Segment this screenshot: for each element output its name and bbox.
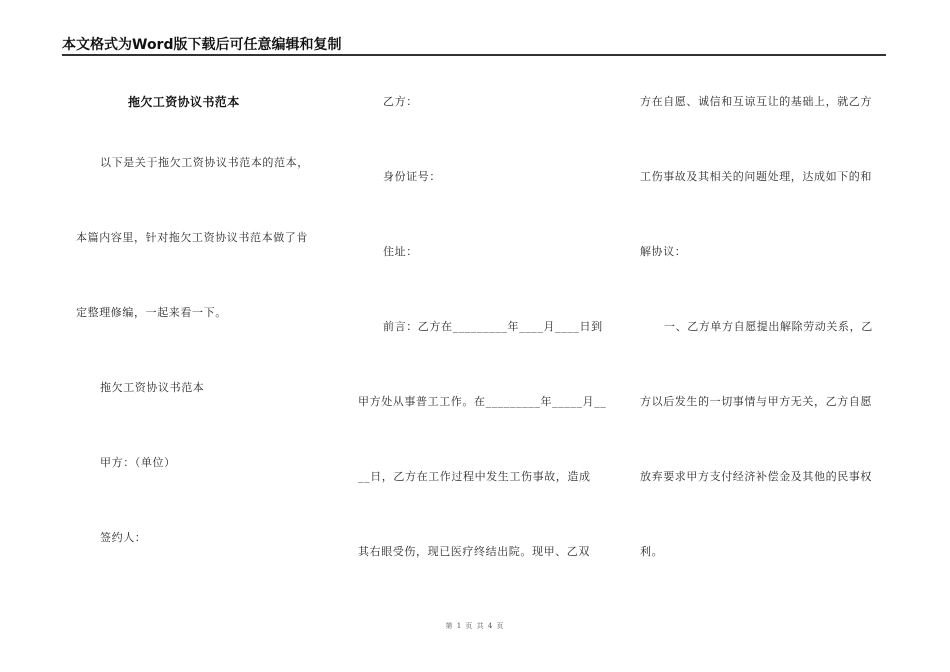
text-line: 本篇内容里，针对拖欠工资协议书范本做了肯 <box>76 231 308 244</box>
text-line: 工伤事故及其相关的问题处理，达成如下的和 <box>640 170 872 183</box>
subheading: 拖欠工资协议书范本 <box>100 381 205 394</box>
document-title: 拖欠工资协议书范本 <box>128 95 240 109</box>
text-line: __日，乙方在工作过程中发生工伤事故，造成 <box>358 470 591 483</box>
text-line: 住址： <box>383 245 418 258</box>
text-line: 乙方： <box>383 95 418 108</box>
page-number: 第 1 页 共 4 页 <box>445 622 505 630</box>
header-rule <box>62 54 886 56</box>
text-line: 解协议： <box>640 245 687 258</box>
text-line: 甲方：（单位） <box>100 456 176 469</box>
page-header: 本文格式为Word版下载后可任意编辑和复制 <box>62 37 342 53</box>
text-line: 定整理修编，一起来看一下。 <box>76 306 227 319</box>
text-line: 甲方处从事普工工作。在_________年_____月__ <box>358 395 607 408</box>
text-line: 签约人： <box>100 531 147 544</box>
text-line: 利。 <box>640 545 664 558</box>
text-line: 方在自愿、诚信和互谅互让的基础上，就乙方 <box>640 95 872 108</box>
text-line: 放弃要求甲方支付经济补偿金及其他的民事权 <box>640 470 872 483</box>
text-line: 前言：乙方在_________年____月____日到 <box>383 320 603 333</box>
text-line: 身份证号： <box>383 170 441 183</box>
text-line: 其右眼受伤，现已医疗终结出院。现甲、乙双 <box>358 545 590 558</box>
text-line: 以下是关于拖欠工资协议书范本的范本， <box>100 156 309 169</box>
text-line: 一、乙方单方自愿提出解除劳动关系，乙 <box>664 320 873 333</box>
text-line: 方以后发生的一切事情与甲方无关，乙方自愿 <box>640 395 872 408</box>
